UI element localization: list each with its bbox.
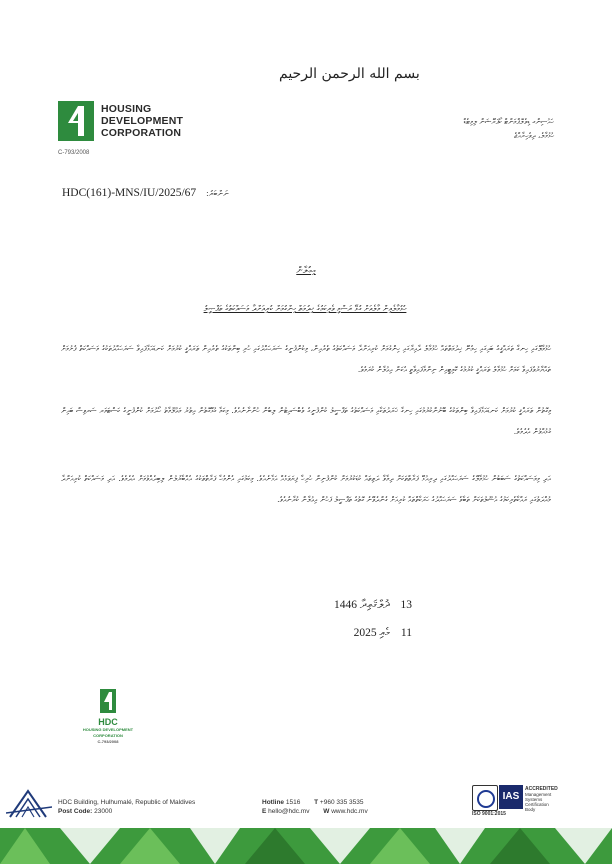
org-name-line-2: ހުޅުމާލެ، ދިވެހިރާއްޖެ [514,131,554,140]
stamp-mark-icon [76,687,140,717]
document-heading: އިޢުލާން [296,266,316,276]
web-link[interactable]: www.hdc.mv [331,808,368,815]
gregorian-date [354,627,412,640]
body-paragraph-3: އަދި މިމަސައްކަތުގެ ސަބަބުން ހުޅުމާލޭގެ ސަރަޙައްދުގައި ދިރިއުޅޭ ފަރާތްތަކަށް ދިމާވާ ދަތިތައް ކުޑަކުރުމަށް ކުންފުނިން ހުރިހާ ފިޔަވަޅެއް އަޅާނެއެވެ. މިކަމުގައި އެންމެހާ ފަރާތްތަކުގެ އެއްބާރުލުން ލިބިދެއްވުމަށް އެދެމެވެ. އަދި މަސައްކަތް ކުރިއަށްދާ މުއްދަތުގައި ރައްކާތެރިކަމުގެ އުސޫލުތަކަށް ތަބާވެ ސަރަޙައްދުގެ ހަރަކާތްތައް ކުރިއަށް ގެންދެވޭނެ ގޮތުގެ ތަފްޞީލު ފަހުން އިޢުލާން ކުރާނެއެވެ. [61,474,551,504]
hotline-value[interactable]: 1516 [285,799,301,806]
bismillah-calligraphy: بسم الله الرحمن الرحيم [279,66,420,82]
org-name-dhivehi [404,115,554,143]
footer-phone-line [262,798,368,807]
hijri-day: 13 [400,599,412,611]
logo-line-3: CORPORATION [101,127,182,139]
ias-badge: IAS [499,785,523,809]
official-stamp [76,687,140,751]
stamp-line-3: C-793/2008 [97,739,119,744]
footer-address: HDC Building, Hulhumalé, Republic of Maldives [58,799,196,806]
footer-building-logo-icon [6,787,52,821]
accreditation-text [525,786,558,812]
footer-address-block [58,798,195,816]
reference-number: HDC(161)-MNS/IU/2025/67 [62,187,197,199]
logo-line-2: DEVELOPMENT [101,115,184,127]
footer-contact-block [262,798,368,816]
footer-green-band [0,828,612,864]
hdc-logo [58,101,218,147]
stamp-line-2: HOUSING DEVELOPMENT CORPORATION [82,727,134,738]
stamp-text [76,717,140,744]
org-name-line-1: ހައުސިންގ ޑިވެލޮޕްމަންޓް ކޯޕަރޭޝަން ލިމިޓެޑް [463,117,554,126]
email-label: E [262,808,267,815]
gregorian-month-year: މެއި 2025 [353,627,391,639]
phone-label: T [314,799,319,806]
certification-badges [472,785,558,817]
footer-postcode [58,807,195,816]
iso-badge [472,785,498,811]
registration-code: C-793/2008 [58,150,90,156]
email-link[interactable]: hello@hdc.mv [268,808,310,815]
hdc-logo-mark-icon [58,101,94,141]
body-paragraph-2: މިގޮތުން ތަރައްޤީ ކުރުމަށް ކަނޑައަޅާފައިވާ ބިންތަކުގެ ބޭނުންކުރުމުގައި ހިނގާ ޚަރަދުތަކާއި މަސައްކަތުގެ ތަފްޞީލު ކުންފުނީގެ ވެބްސައިޓުން ލިބެން ހުންނާނެއެވެ. މިކަމާ ގުޅޭގޮތުން އިތުރު މަޢުލޫމާތު ހޯދުމަށް ކުންފުނީގެ ކަސްޓަމަރ ސަރވިސް ބައިން ގުޅުއްވުން އެދެމެވެ. [61,406,551,436]
iso-globe-icon [477,790,495,808]
accredited-sub: Management Systems Certification Body [525,792,552,812]
iso-standard: ISO 9001:2015 [472,811,506,817]
stamp-line-1: HDC [98,717,118,727]
hijri-date [334,599,412,612]
document-subject: ހުޅުމާލެއިން މާލެއަށް ގުޅޭ ރަސްމީ ވެރިކަމުގެ ޚިދުމަތް ހިންގުމަށް ކުރިއަށްދާ މަސައްކަތުގެ ތަފްޞީލު [203,304,407,313]
body-paragraph-1: ހުޅުމާލޭގައި ހިނގާ ތަރައްޤީގެ ބައިގައި ހިމެނޭ ޚިދުމަތްތައް ހުޅުމާލެ ދާއިރާގައި ހިންގުމަށް ކުރިއަށްދާ މަސައްކަތުގެ ތެރެއިން، މިކުންފުނީގެ ސަރަޙައްދުގައި ހުރި ބިންތަކުގެ ތެރެއިން ތަރައްޤީ ކުރުމަށް ކަނޑައަޅާފައިވާ ސަރަޙައްދުތަކުގެ މަސައްކަތް ފެށުމަށް ތައްޔާރުވެފައިވާ ކަމަށް ހުޅުމާލެ ތަރައްޤީ ކުރުމުގެ ކޮމިޓީއިން ނިންމާފައިވާތީ އެކަން އިޢުލާން ކުރަމެވެ. [61,344,551,374]
hijri-month-year: ޛުލްޤަޢިދާ 1446 [333,599,390,611]
hotline-label: Hotline [262,799,285,806]
phone-value[interactable]: +960 335 3535 [319,799,364,806]
footer-web-line [262,807,368,816]
postcode-label: Post Code: [58,808,93,815]
logo-line-1: HOUSING [101,103,152,115]
postcode-value: 23000 [94,808,113,815]
logo-wordmark [101,103,183,139]
gregorian-day: 11 [400,627,412,639]
accredited-label: ACCREDITED [525,786,558,792]
reference-label: ނަންބަރު: [206,189,229,198]
web-label: W [323,808,330,815]
